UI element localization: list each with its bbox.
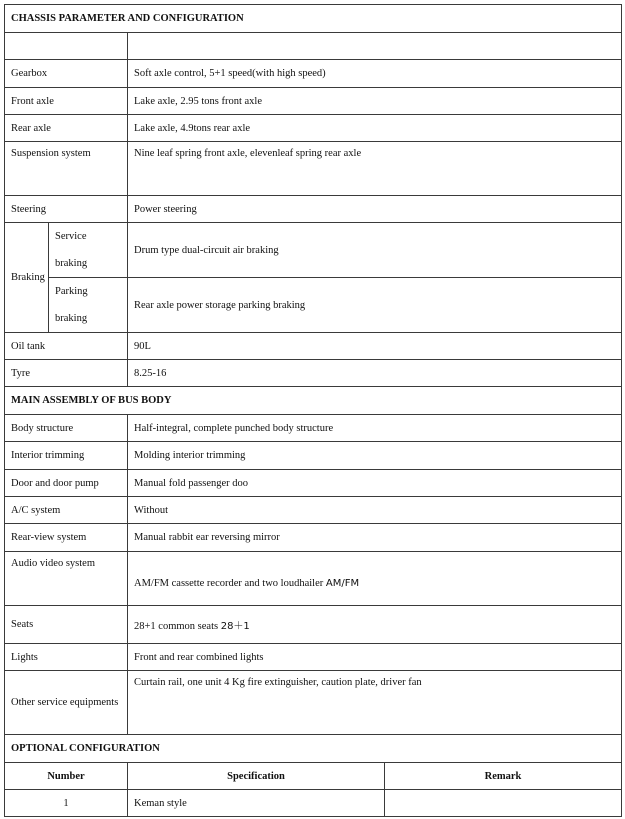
audio-value-extra: AM/FM — [325, 577, 360, 589]
row-value: Manual fold passenger doo — [128, 470, 622, 497]
row-label: Body structure — [5, 415, 128, 442]
body-heading: MAIN ASSEMBLY OF BUS BODY — [5, 387, 622, 415]
optional-heading-row — [5, 735, 622, 763]
table-row — [5, 142, 622, 196]
row-label: Tyre — [5, 360, 128, 387]
table-row — [5, 278, 622, 333]
blank-cell — [5, 33, 128, 60]
table-row — [5, 88, 622, 115]
row-value: Lake axle, 2.95 tons front axle — [128, 88, 622, 115]
table-row — [5, 360, 622, 387]
row-label: Door and door pump — [5, 470, 128, 497]
table-row — [5, 442, 622, 470]
option-remark — [385, 790, 622, 817]
row-label: Oil tank — [5, 333, 128, 360]
row-value — [128, 606, 622, 644]
row-label: Seats — [5, 606, 128, 644]
table-row — [5, 115, 622, 142]
row-label: Audio video system — [5, 552, 128, 606]
table-row — [5, 415, 622, 442]
row-value: Lake axle, 4.9tons rear axle — [128, 115, 622, 142]
optional-header-row — [5, 763, 622, 790]
row-value: Curtain rail, one unit 4 Kg fire extinguisher, caution plate, driver fan — [128, 671, 622, 735]
table-row — [5, 333, 622, 360]
row-label: Gearbox — [5, 60, 128, 88]
row-value: Soft axle control, 5+1 speed(with high speed) — [128, 60, 622, 88]
column-header-remark: Remark — [385, 763, 622, 790]
table-row — [5, 60, 622, 88]
braking-sub-label — [49, 223, 128, 278]
table-row — [5, 497, 622, 524]
column-header-number: Number — [5, 763, 128, 790]
seats-value-extra: 28＋1 — [220, 621, 250, 632]
row-label: Lights — [5, 644, 128, 671]
chassis-heading: CHASSIS PARAMETER AND CONFIGURATION — [5, 5, 622, 33]
seats-value: 28+1 common seats — [134, 621, 219, 632]
row-value: Rear axle power storage parking braking — [128, 278, 622, 333]
row-value: Front and rear combined lights — [128, 644, 622, 671]
row-label: Other service equipments — [5, 671, 128, 735]
body-heading-row — [5, 387, 622, 415]
table-row — [5, 606, 622, 644]
row-value: Drum type dual-circuit air braking — [128, 223, 622, 278]
blank-row — [5, 33, 622, 60]
row-label: Rear axle — [5, 115, 128, 142]
row-value: 8.25-16 — [128, 360, 622, 387]
row-value: Without — [128, 497, 622, 524]
row-value: Half-integral, complete punched body structure — [128, 415, 622, 442]
spec-sheet — [4, 4, 621, 817]
row-value: 90L — [128, 333, 622, 360]
row-label: Front axle — [5, 88, 128, 115]
row-label: Steering — [5, 196, 128, 223]
table-row — [5, 671, 622, 735]
option-number: 1 — [5, 790, 128, 817]
row-label: A/C system — [5, 497, 128, 524]
table-row — [5, 524, 622, 552]
row-label: Interior trimming — [5, 442, 128, 470]
table-row — [5, 644, 622, 671]
table-row — [5, 790, 622, 817]
table-row — [5, 552, 622, 606]
table-row — [5, 223, 622, 278]
row-value: Manual rabbit ear reversing mirror — [128, 524, 622, 552]
row-value: Molding interior trimming — [128, 442, 622, 470]
column-header-specification: Specification — [128, 763, 385, 790]
service-label-line2: braking — [55, 258, 88, 269]
table-row — [5, 470, 622, 497]
row-label: Suspension system — [5, 142, 128, 196]
table-row — [5, 196, 622, 223]
spec-table — [4, 4, 622, 817]
braking-label: Braking — [5, 223, 49, 333]
parking-label-line2: braking — [55, 313, 88, 324]
blank-cell — [128, 33, 622, 60]
braking-sub-label — [49, 278, 128, 333]
parking-label-line1: Parking — [55, 286, 88, 297]
row-value — [128, 552, 622, 606]
row-value: Power steering — [128, 196, 622, 223]
row-value: Nine leaf spring front axle, elevenleaf spring rear axle — [128, 142, 622, 196]
option-specification: Keman style — [128, 790, 385, 817]
optional-heading: OPTIONAL CONFIGURATION — [5, 735, 622, 763]
row-label: Rear-view system — [5, 524, 128, 552]
service-label-line1: Service — [55, 231, 87, 242]
chassis-heading-row — [5, 5, 622, 33]
audio-value: AM/FM cassette recorder and two loudhailer — [134, 577, 324, 589]
